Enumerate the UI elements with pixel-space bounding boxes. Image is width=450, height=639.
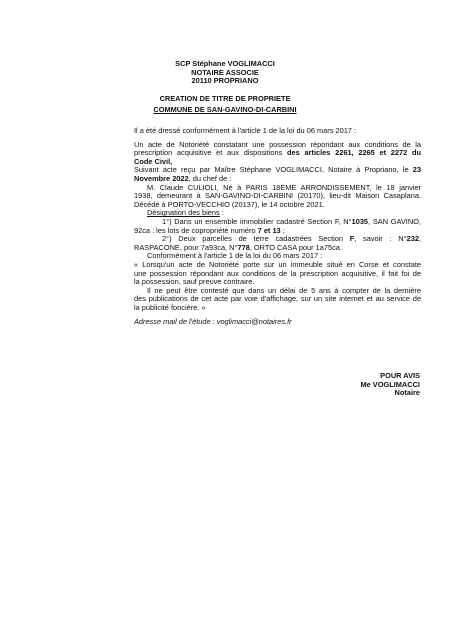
item2-parcel-1: 232 <box>406 235 419 244</box>
para1-line4 <box>134 166 421 175</box>
item1-place: , SAN GAVINO, <box>368 217 421 226</box>
law-intro: Conformément à l'article 1 de la loi du 06 mars 2017 : <box>147 252 323 261</box>
law-quote-line1: « Lorsqu'un acte de Notoriété porte sur un immeuble situé en Corse et constate <box>134 260 421 269</box>
law-quote-line6: la publicité foncière. » <box>134 303 206 312</box>
deed-day: 23 <box>412 166 421 175</box>
para1-line8: Décédé à PORTO-VECCHIO (20137), le 14 octobre 2021. <box>134 200 325 209</box>
deed-text: Suivant acte reçu par Maître Stéphane VOGLIMACCI, Notaire à Propriano, le <box>134 166 413 175</box>
law-quote-line2: une possession répondant aux conditions de la prescription acquisitive, il fait foi de <box>134 269 421 278</box>
deed-month-year: Novembre 2022 <box>134 174 189 183</box>
item2-text: 2°) Deux parcelles de terre cadastrées Section <box>162 235 350 244</box>
para1-line2-text: prescription acquisitive et aux dispositions <box>134 149 288 158</box>
item1-text: 1°) Dans un ensemble immobilier cadastré Section F, N° <box>162 217 352 226</box>
designation-heading-text: Désignation des biens <box>147 209 220 218</box>
document-body <box>134 127 421 327</box>
item2-comma: , <box>418 235 421 244</box>
header-firm-name: SCP Stéphane VOGLIMACCI <box>175 59 275 68</box>
commune-name: COMMUNE DE SAN-GAVINO-DI-CARBINI <box>153 105 297 114</box>
notary-header <box>0 60 450 86</box>
para1-line1: Un acte de Notoriété constatant une possession répondant aux conditions de la <box>134 140 421 149</box>
para1-line6: M. Claude CULIOLI, Né à PARIS 18ÈME ARRONDISSEMENT, le 18 janvier <box>147 183 421 192</box>
item2-orto-casa: , ORTO CASA pour 1a75ca. <box>249 243 342 252</box>
deed-suffix: , du chef de : <box>188 174 232 183</box>
header-location: 20110 PROPRIANO <box>191 76 259 86</box>
item1-end: ; <box>280 226 285 235</box>
header-role: NOTAIRE ASSOCIE <box>191 67 259 77</box>
signature-title: Notaire <box>394 388 420 398</box>
law-quote-line5: des publications de cet acte par voie d'affichage, sur un site internet et au service de <box>134 295 421 304</box>
item2-raspacone: RASPACONE, pour 7a93ca, N° <box>134 243 238 252</box>
law-quote-line3: la possession, sauf preuve contraire. <box>134 278 255 287</box>
commune-heading <box>0 106 450 115</box>
signature-name: Me VOGLIMACCI <box>360 379 420 389</box>
item2-parcel-2: 778 <box>237 243 250 252</box>
designation-item1-line1 <box>134 218 421 227</box>
designation-heading-suffix: : <box>219 209 224 218</box>
designation-item2-line2 <box>134 244 421 253</box>
signature-block <box>360 372 420 398</box>
item1-parcel-number: 1035 <box>351 217 369 226</box>
designation-item2-line1 <box>134 235 421 244</box>
intro-line: Il a été dressé conformément à l'article 1 de la loi du 06 mars 2017 : <box>134 127 357 135</box>
signature-pour-avis: POUR AVIS <box>380 371 420 380</box>
law-quote-line4: Il ne peut être contesté que dans un délai de 5 ans à compter de la dernière <box>147 286 421 295</box>
designation-item1-line2 <box>134 227 421 236</box>
item2-section: F <box>349 235 355 244</box>
document-title: CREATION DE TITRE DE PROPRIETE <box>159 94 291 103</box>
para1-line2 <box>134 149 421 158</box>
email-line: Adresse mail de l'étude : voglimacci@notaires.fr <box>134 318 292 327</box>
civil-code-articles: des articles 2261, 2265 et 2272 du <box>287 149 421 158</box>
item1-lot-numbers: 7 et 13 <box>257 226 281 235</box>
designation-heading <box>134 209 421 218</box>
item2-savoir: , savoir : N° <box>354 235 407 244</box>
item1-lots-text: 92ca : les lots de copropriété numéro <box>134 226 258 235</box>
para1-line3: Code Civil, <box>134 157 173 166</box>
para1-line5 <box>134 175 421 184</box>
para1-line7: 1938, demeurant à SAN-GAVINO-DI-CARBINI (20170), lieu-dit Maison Casaplana. <box>134 192 421 201</box>
